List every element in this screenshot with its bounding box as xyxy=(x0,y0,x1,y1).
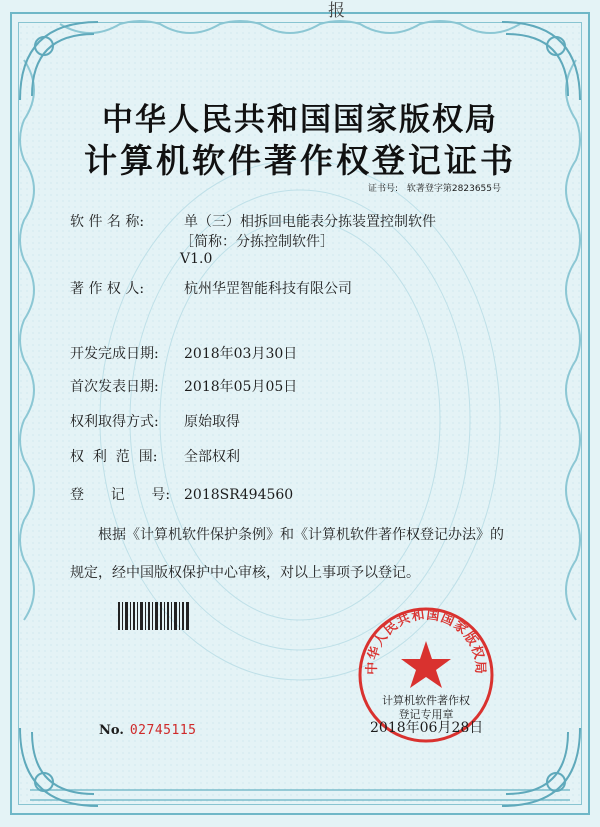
serial-number-label: No. xyxy=(99,723,124,738)
issue-date: 2018年06月28日 xyxy=(370,720,484,736)
issuing-authority-title: 中华人民共和国国家版权局 xyxy=(102,102,498,138)
certificate-title: 计算机软件著作权登记证书 xyxy=(84,141,516,180)
serial-number xyxy=(99,723,196,738)
field-label: 开发完成日期: xyxy=(70,346,159,362)
software-short-name: ［简称：分拣控制软件］ xyxy=(180,234,334,250)
corner-ornament-top-right xyxy=(496,16,586,106)
field-label: 权利取得方式: xyxy=(70,414,159,430)
corner-ornament-top-left xyxy=(14,16,104,106)
certificate-number-value: 软著登字第2823655号 xyxy=(406,184,502,194)
serial-number-value: 02745115 xyxy=(129,723,197,738)
corner-ornament-bottom-left xyxy=(14,722,104,812)
field-label: 著 作 权 人: xyxy=(70,281,145,297)
field-publication-date xyxy=(70,376,297,396)
field-development-date xyxy=(70,343,297,363)
field-registration-number xyxy=(70,484,293,504)
field-label: 软 件 名 称: xyxy=(70,214,145,230)
barcode xyxy=(118,602,190,630)
certificate-number xyxy=(368,181,501,194)
seal-center-line-1: 计算机软件著作权 xyxy=(382,694,470,707)
field-value: 2018年05月05日 xyxy=(184,379,298,395)
field-rights-scope xyxy=(70,446,240,466)
field-value: 2018年03月30日 xyxy=(184,346,298,362)
statement-line-2: 规定，经中国版权保护中心审核，对以上事项予以登记。 xyxy=(70,565,420,581)
handwritten-mark: 报 xyxy=(328,1,345,21)
field-software-name xyxy=(70,211,436,231)
field-rights-acquisition xyxy=(70,411,240,431)
statement-line-1: 根据《计算机软件保护条例》和《计算机软件著作权登记办法》的 xyxy=(98,527,504,543)
field-copyright-owner xyxy=(70,278,352,298)
field-value: 杭州华罡智能科技有限公司 xyxy=(184,281,352,297)
corner-ornament-bottom-right xyxy=(496,722,586,812)
seal-star-icon xyxy=(401,641,451,688)
field-value: 原始取得 xyxy=(184,414,240,430)
field-label: 登 记 号: xyxy=(70,487,171,503)
software-version: V1.0 xyxy=(180,251,213,267)
field-label: 权 利 范 围: xyxy=(70,449,158,465)
field-value: 单（三）相拆回电能表分拣装置控制软件 xyxy=(184,214,436,230)
certificate-number-label: 证书号: xyxy=(368,184,399,194)
field-value: 2018SR494560 xyxy=(184,487,294,503)
seal-center-line-2: 登记专用章 xyxy=(398,708,454,721)
seal-ring-text: 中华人民共和国国家版权局 xyxy=(364,607,488,675)
field-label: 首次发表日期: xyxy=(70,379,159,395)
field-value: 全部权利 xyxy=(184,449,240,465)
